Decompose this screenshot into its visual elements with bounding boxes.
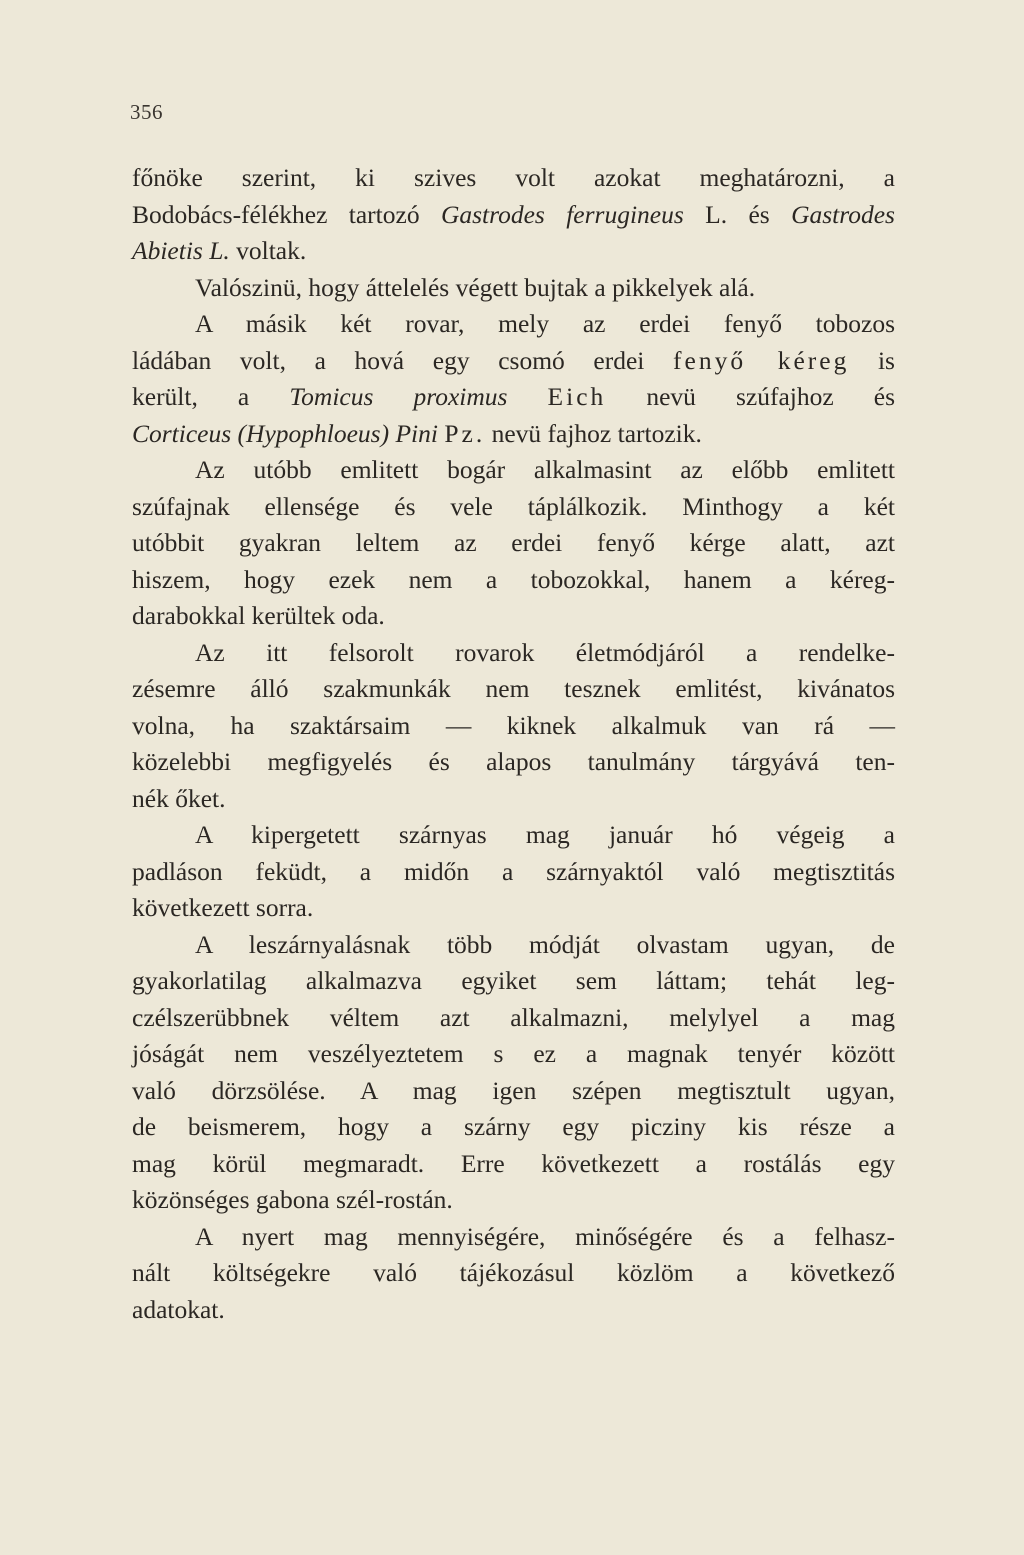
text-line: ládában volt, a hová egy csomó erdei fenyő kéreg is	[132, 345, 895, 375]
text-line: került, a Tomicus proximus Eich nevü szúfajhoz és	[132, 382, 895, 411]
text-line: gyakorlatilag alkalmazva egyiket sem láttam; tehát leg-	[132, 966, 895, 995]
text-line: Abietis L. voltak.	[132, 236, 307, 265]
text-line: Valószinü, hogy áttelelés végett bujtak a pikkelyek alá.	[195, 272, 756, 302]
text-line: czélszerübbnek véltem azt alkalmazni, melylyel a mag	[132, 1002, 895, 1032]
text-line: zésemre álló szakmunkák nem tesznek emlitést, kivánatos	[132, 674, 895, 703]
text-line: nék őket.	[132, 783, 226, 813]
text-line: szúfajnak ellensége és vele táplálkozik. Minthogy a két	[132, 491, 895, 521]
text-line: való dörzsölése. A mag igen szépen megtisztult ugyan,	[132, 1075, 895, 1105]
text-line: volna, ha szaktársaim — kiknek alkalmuk van rá —	[132, 710, 895, 740]
text-line: A másik két rovar, mely az erdei fenyő tobozos	[195, 309, 895, 338]
text-line: darabokkal kerültek oda.	[132, 601, 385, 630]
text-line: hiszem, hogy ezek nem a tobozokkal, hanem a kéreg-	[132, 564, 895, 594]
text-line: Bodobács-félékhez tartozó Gastrodes ferrugineus L. és Gastrodes	[132, 199, 895, 229]
body-text	[132, 160, 895, 1328]
text-line: A leszárnyalásnak több módját olvastam ugyan, de	[195, 929, 895, 959]
text-line: mag körül megmaradt. Erre következett a rostálás egy	[132, 1148, 895, 1178]
page-number: 356	[130, 100, 163, 124]
text-line: főnöke szerint, ki szives volt azokat meghatározni, a	[132, 163, 895, 192]
text-line: A nyert mag mennyiségére, minőségére és a felhasz-	[195, 1221, 895, 1251]
text-line: nált költségekre való tájékozásul közlöm a következő	[132, 1258, 895, 1287]
text-line: Corticeus (Hypophloeus) Pini Pz. nevü fajhoz tartozik.	[132, 418, 702, 448]
text-line: közönséges gabona szél-rostán.	[132, 1185, 453, 1214]
text-line: közelebbi megfigyelés és alapos tanulmány tárgyává ten-	[132, 747, 895, 776]
text-line: Az utóbb emlitett bogár alkalmasint az előbb emlitett	[195, 455, 895, 484]
text-line: A kipergetett szárnyas mag január hó végeig a	[195, 820, 895, 849]
text-line: következett sorra.	[132, 893, 314, 922]
text-line: padláson feküdt, a midőn a szárnyaktól való megtisztitás	[132, 856, 895, 886]
text-line: adatokat.	[132, 1294, 225, 1324]
text-line: jóságát nem veszélyeztetem s ez a magnak tenyér között	[132, 1039, 895, 1068]
text-line: de beismerem, hogy a szárny egy picziny kis része a	[132, 1112, 895, 1141]
text-line: utóbbit gyakran leltem az erdei fenyő kérge alatt, azt	[132, 528, 895, 557]
text-line: Az itt felsorolt rovarok életmódjáról a rendelke-	[195, 637, 895, 667]
